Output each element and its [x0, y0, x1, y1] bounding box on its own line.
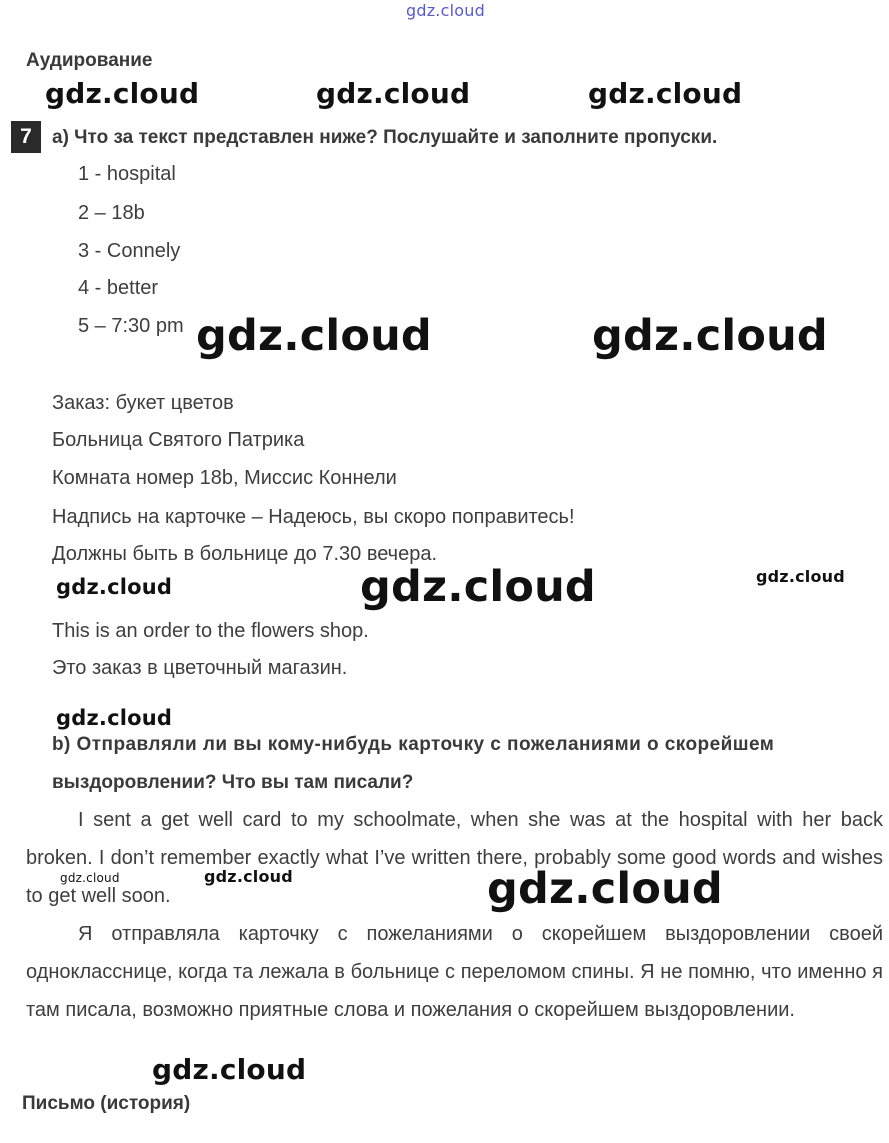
answer-item: 5 – 7:30 pm: [78, 315, 184, 337]
answer-item: 1 - hospital: [78, 163, 176, 185]
watermark: gdz.cloud: [56, 575, 173, 599]
answer-item: 4 - better: [78, 277, 159, 299]
watermark: gdz.cloud: [316, 77, 471, 110]
watermark: gdz.cloud: [588, 77, 743, 110]
watermark: gdz.cloud: [196, 311, 432, 361]
watermark: gdz.cloud: [152, 1053, 307, 1086]
watermark: gdz.cloud: [45, 77, 200, 110]
order-line: Больница Святого Патрика: [52, 429, 305, 451]
answer-russian: Это заказ в цветочный магазин.: [52, 657, 348, 679]
watermark: gdz.cloud: [756, 567, 845, 586]
part-b-answer-block: [26, 801, 883, 1029]
watermark: gdz.cloud: [56, 706, 173, 730]
part-a-question: a) Что за текст представлен ниже? Послушайте и заполните пропуски.: [52, 127, 718, 148]
task-number-badge: 7: [11, 121, 41, 153]
watermark: gdz.cloud: [360, 562, 596, 612]
watermark: gdz.cloud: [60, 871, 120, 885]
answer-item: 3 - Connely: [78, 240, 181, 262]
answer-english: This is an order to the flowers shop.: [52, 620, 369, 642]
part-b-question-line1: b) Отправляли ли вы кому-нибудь карточку с пожеланиями о скорейшем: [52, 734, 775, 755]
answer-item: 2 – 18b: [78, 202, 145, 224]
order-line: Заказ: букет цветов: [52, 392, 234, 414]
section-heading-listening: Аудирование: [26, 50, 153, 71]
part-b-answer-russian: Я отправляла карточку с пожеланиями о скорейшем выздоровлении своей однокласснице, когда та лежала в больнице с переломом спины. Я не помню, что именно я там писала, возможно приятные слова и пожелания о скорейшем выздоровлении.: [26, 923, 883, 1021]
section-heading-writing: Письмо (история): [22, 1093, 191, 1114]
watermark: gdz.cloud: [592, 311, 828, 361]
part-b-question-line2: выздоровлении? Что вы там писали?: [52, 772, 414, 793]
watermark-top: gdz.cloud: [406, 1, 485, 20]
order-line: Должны быть в больнице до 7.30 вечера.: [52, 543, 438, 565]
watermark: gdz.cloud: [487, 864, 723, 914]
watermark: gdz.cloud: [204, 867, 293, 886]
part-b-answer-english: I sent a get well card to my schoolmate, when she was at the hospital with her back broken. I don’t remember exactly what I’ve written there, probably some good words and wishes to get well soon.: [26, 809, 883, 907]
order-line: Надпись на карточке – Надеюсь, вы скоро поправитесь!: [52, 506, 575, 528]
order-line: Комната номер 18b, Миссис Коннели: [52, 467, 397, 489]
